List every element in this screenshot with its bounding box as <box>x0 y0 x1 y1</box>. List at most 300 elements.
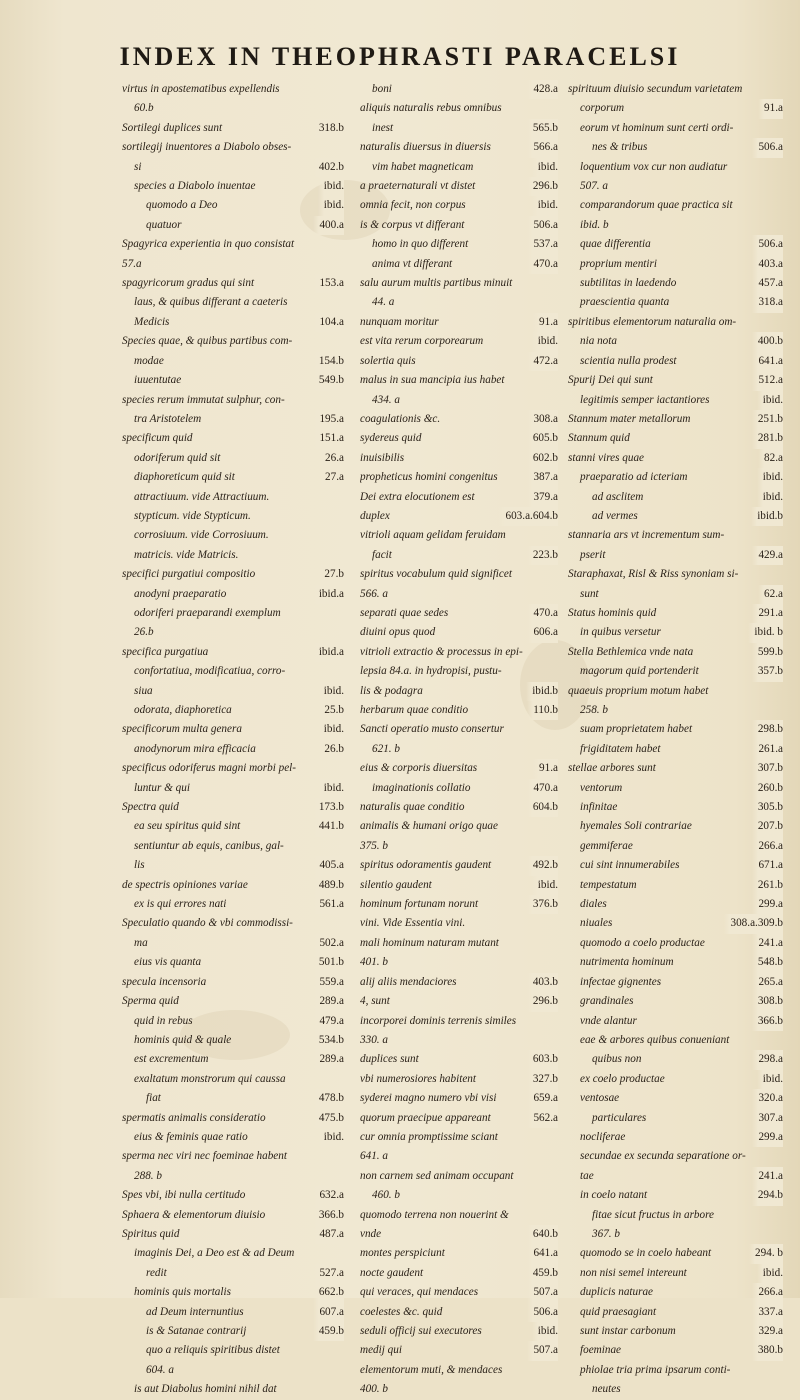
entry-page-ref: 603.a.604.b <box>499 507 558 526</box>
index-entry <box>360 1322 558 1341</box>
entry-text: sentiuntur ab equis, canibus, gal- <box>134 839 284 852</box>
entry-page-ref: 400.b <box>752 332 783 351</box>
entry-text: cur omnia promptissime sciant <box>360 1130 498 1143</box>
entry-text: hominum fortunam norunt <box>360 898 479 911</box>
index-entry <box>360 759 558 778</box>
entry-page-ref: ibid. <box>532 1322 558 1341</box>
entry-text: Speculatio quando & vbi commodissi- <box>122 917 293 930</box>
entry-text: inuisibilis <box>360 451 405 464</box>
entry-text: mali hominum naturam mutant <box>360 936 499 949</box>
index-entry <box>360 274 558 293</box>
entry-page-ref: ibid.a <box>313 585 344 604</box>
entry-page-ref: 603.b <box>527 1050 558 1069</box>
entry-text: ma <box>134 936 148 949</box>
entry-page-ref: 489.b <box>313 876 344 895</box>
index-entry <box>122 643 344 662</box>
entry-text: praescientia quanta <box>580 296 670 309</box>
entry-page-ref: 402.b <box>313 158 344 177</box>
index-entry <box>360 80 558 99</box>
index-entry <box>360 352 558 371</box>
entry-text: nia nota <box>580 335 617 348</box>
entry-text: quo a reliquis spiritibus distet <box>146 1344 280 1357</box>
index-entry <box>360 643 558 662</box>
entry-text: sortilegij inuentores a Diabolo obses- <box>122 141 292 154</box>
index-entry <box>568 565 783 584</box>
index-entry <box>360 410 558 429</box>
index-entry <box>360 779 558 798</box>
index-entry <box>568 1012 783 1031</box>
index-entry <box>360 662 558 681</box>
index-entry <box>360 1264 558 1283</box>
entry-page-ref: 261.a <box>752 740 783 759</box>
entry-text: quomodo se in coelo habeant <box>580 1247 712 1260</box>
entry-page-ref: 91.a <box>758 99 783 118</box>
entry-text: exaltatum monstrorum qui caussa <box>134 1072 286 1085</box>
entry-text: animalis & humani origo quae <box>360 820 498 833</box>
entry-text: 400. b <box>360 1383 388 1396</box>
entry-text: legitimis semper iactantiores <box>580 393 710 406</box>
entry-text: quomodo terrena non nouerint & <box>360 1208 509 1221</box>
entry-page-ref: ibid. <box>318 196 344 215</box>
entry-page-ref: 27.b <box>318 565 344 584</box>
index-entry <box>360 1380 558 1399</box>
index-entry <box>360 1070 558 1089</box>
entry-text: facit <box>372 548 392 561</box>
index-entry <box>360 1050 558 1069</box>
index-entry <box>122 682 344 701</box>
entry-text: 44. a <box>372 296 395 309</box>
entry-text: syderei magno numero vbi visi <box>360 1092 497 1105</box>
entry-text: quibus non <box>592 1053 642 1066</box>
index-entry <box>122 1031 344 1050</box>
entry-page-ref: 298.b <box>752 720 783 739</box>
entry-text: infinitae <box>580 801 618 814</box>
entry-page-ref: 604.b <box>527 798 558 817</box>
entry-page-ref: ibid. <box>757 1070 783 1089</box>
entry-page-ref: 307.b <box>752 759 783 778</box>
entry-text: ea seu spiritus quid sint <box>134 820 241 833</box>
entry-text: Spes vbi, ibi nulla certitudo <box>122 1189 246 1202</box>
entry-text: grandinales <box>580 995 634 1008</box>
entry-page-ref: 506.a <box>527 216 558 235</box>
index-entry <box>122 779 344 798</box>
entry-text: siua <box>134 684 153 697</box>
index-entry <box>360 1225 558 1244</box>
index-entry <box>568 953 783 972</box>
index-entry <box>360 216 558 235</box>
entry-text: specifica purgatiua <box>122 645 209 658</box>
entry-text: specifici purgatiui compositio <box>122 568 256 581</box>
entry-page-ref: 261.b <box>752 876 783 895</box>
entry-text: stanni vires quae <box>568 451 645 464</box>
entry-text: niuales <box>580 917 613 930</box>
entry-text: ventorum <box>580 781 623 794</box>
entry-text: loquentium vox cur non audiatur <box>580 160 728 173</box>
entry-page-ref: 501.b <box>313 953 344 972</box>
entry-text: naturalis quae conditio <box>360 801 465 814</box>
index-entry <box>122 80 344 99</box>
entry-text: naturalis diuersus in diuersis <box>360 141 491 154</box>
entry-text: ad Deum internuntius <box>146 1305 244 1318</box>
entry-text: modae <box>134 354 164 367</box>
index-entry <box>568 158 783 177</box>
entry-text: incorporei dominis terrenis similes <box>360 1014 517 1027</box>
index-entry <box>360 138 558 157</box>
entry-page-ref: 320.a <box>752 1089 783 1108</box>
index-entry <box>568 410 783 429</box>
index-entry <box>122 1147 344 1166</box>
entry-page-ref: 640.b <box>527 1225 558 1244</box>
entry-page-ref: 151.a <box>313 429 344 448</box>
entry-text: quid in rebus <box>134 1014 193 1027</box>
entry-text: Medicis <box>134 315 170 328</box>
entry-text: Dei extra elocutionem est <box>360 490 475 503</box>
entry-text: praeparatio ad icteriam <box>580 471 688 484</box>
entry-text: infectae gignentes <box>580 975 662 988</box>
entry-text: imaginationis collatio <box>372 781 471 794</box>
index-entry <box>568 1303 783 1322</box>
entry-text: ventosae <box>580 1092 620 1105</box>
entry-text: duplex <box>360 509 390 522</box>
entry-page-ref: 457.a <box>752 274 783 293</box>
entry-text: stellae arbores sunt <box>568 762 656 775</box>
index-entry <box>568 604 783 623</box>
entry-page-ref: 428.a <box>527 80 558 99</box>
entry-text: 401. b <box>360 956 388 969</box>
index-entry <box>568 914 783 933</box>
entry-page-ref: 549.b <box>313 371 344 390</box>
index-entry <box>122 410 344 429</box>
entry-text: 507. a <box>580 180 608 193</box>
index-entry <box>568 235 783 254</box>
entry-text: sunt instar carbonum <box>580 1325 676 1337</box>
entry-text: spiritus vocabulum quid significet <box>360 568 512 581</box>
index-entry <box>360 856 558 875</box>
entry-page-ref: 195.a <box>313 410 344 429</box>
index-entry <box>568 992 783 1011</box>
entry-text: hominis quis mortalis <box>134 1286 231 1299</box>
entry-page-ref: 298.a <box>752 1050 783 1069</box>
entry-text: corrosiuum. vide Corrosiuum. <box>134 529 269 542</box>
index-entry <box>568 293 783 312</box>
entry-text: nes & tribus <box>592 141 648 154</box>
entry-page-ref: 291.a <box>752 604 783 623</box>
entry-text: anima vt differant <box>372 257 453 270</box>
entry-text: species rerum immutat sulphur, con- <box>122 393 285 406</box>
entry-page-ref: 605.b <box>527 429 558 448</box>
index-entry <box>122 1341 344 1360</box>
index-entry <box>360 1206 558 1225</box>
entry-page-ref: 475.b <box>313 1109 344 1128</box>
entry-text: inest <box>372 121 394 134</box>
entry-text: 434. a <box>372 393 400 406</box>
entry-text: lis <box>134 859 145 872</box>
entry-page-ref: 662.b <box>313 1283 344 1302</box>
entry-text: aliquis naturalis rebus omnibus <box>360 102 502 115</box>
index-entry <box>122 740 344 759</box>
entry-text: 604. a <box>146 1363 174 1376</box>
entry-text: eius & corporis diuersitas <box>360 762 478 775</box>
entry-page-ref: 327.b <box>527 1070 558 1089</box>
entry-text: anodynorum mira efficacia <box>134 742 256 755</box>
entry-page-ref: 299.a <box>752 895 783 914</box>
index-entry <box>122 895 344 914</box>
entry-text: vini. Vide Essentia vini. <box>360 917 466 930</box>
entry-text: comparandorum quae practica sit <box>580 199 733 212</box>
entry-text: 26.b <box>134 626 154 639</box>
entry-page-ref: 104.a <box>313 313 344 332</box>
entry-text: fitae sicut fructus in arbore <box>592 1208 715 1221</box>
entry-text: silentio gaudent <box>360 878 432 891</box>
entry-page-ref: 606.a <box>527 623 558 642</box>
entry-text: separati quae sedes <box>360 606 449 619</box>
entry-text: Species quae, & quibus partibus com- <box>122 335 293 348</box>
index-entry <box>122 216 344 235</box>
entry-text: non carnem sed animam occupant <box>360 1169 514 1182</box>
entry-text: nocte gaudent <box>360 1266 424 1279</box>
index-entry <box>360 1303 558 1322</box>
index-entry <box>360 740 558 759</box>
entry-text: fiat <box>146 1092 161 1105</box>
entry-text: spermatis animalis consideratio <box>122 1111 266 1124</box>
index-entry <box>568 1031 783 1050</box>
entry-page-ref: 329.a <box>752 1322 783 1341</box>
index-entry <box>568 1225 783 1244</box>
entry-text: 566. a <box>360 587 388 600</box>
index-entry <box>360 293 558 312</box>
entry-page-ref: 492.b <box>527 856 558 875</box>
index-entry <box>360 332 558 351</box>
index-entry <box>122 449 344 468</box>
entry-text: est vita rerum corporearum <box>360 335 484 348</box>
index-entry <box>360 1167 558 1186</box>
entry-text: scientia nulla prodest <box>580 354 677 367</box>
index-entry <box>122 1303 344 1322</box>
entry-text: spiritus odoramentis gaudent <box>360 859 492 872</box>
index-entry <box>122 876 344 895</box>
entry-text: particulares <box>592 1111 647 1124</box>
entry-page-ref: 641.a <box>527 1244 558 1263</box>
entry-text: eae & arbores quibus conueniant <box>580 1033 730 1046</box>
index-entry <box>568 119 783 138</box>
index-entry <box>568 623 783 642</box>
entry-text: propheticus homini congenitus <box>360 471 498 484</box>
entry-text: cui sint innumerabiles <box>580 859 680 872</box>
entry-page-ref: 91.a <box>533 313 558 332</box>
entry-text: tra Aristotelem <box>134 412 202 425</box>
index-entry <box>568 973 783 992</box>
entry-page-ref: 459.b <box>313 1322 344 1341</box>
entry-text: specificorum multa genera <box>122 723 242 736</box>
entry-page-ref: 62.a <box>758 585 783 604</box>
entry-text: magorum quid portenderit <box>580 665 699 678</box>
entry-text: vim habet magneticam <box>372 160 474 173</box>
entry-page-ref: 266.a <box>752 1283 783 1302</box>
entry-page-ref: ibid. <box>532 332 558 351</box>
entry-text: ad vermes <box>592 509 638 522</box>
entry-page-ref: 294. b <box>749 1244 783 1263</box>
index-entry <box>122 507 344 526</box>
entry-text: malus in sua mancipia ius habet <box>360 374 505 387</box>
entry-text: salu aurum multis partibus minuit <box>360 277 513 290</box>
entry-page-ref: 154.b <box>313 352 344 371</box>
index-entry <box>360 1128 558 1147</box>
index-entry <box>122 293 344 312</box>
entry-text: phiolae tria prima ipsarum conti- <box>580 1363 731 1376</box>
entry-text: 375. b <box>360 839 388 852</box>
index-entry <box>360 468 558 487</box>
entry-page-ref: 110.b <box>527 701 558 720</box>
entry-text: ibid. b <box>580 218 609 231</box>
entry-text: 367. b <box>592 1227 620 1240</box>
index-entry <box>122 1283 344 1302</box>
entry-text: vitrioli aquam gelidam feruidam <box>360 529 506 542</box>
index-entry <box>568 682 783 701</box>
entry-text: duplices sunt <box>360 1053 419 1066</box>
entry-text: Spurij Dei qui sunt <box>568 374 653 387</box>
index-entry <box>360 623 558 642</box>
entry-text: solertia quis <box>360 354 416 367</box>
entry-text: non nisi semel intereunt <box>580 1266 687 1279</box>
entry-text: virtus in apostematibus expellendis <box>122 83 280 95</box>
entry-text: 60.b <box>134 102 154 115</box>
index-entry <box>122 99 344 118</box>
index-entry <box>122 662 344 681</box>
index-entry <box>360 99 558 118</box>
index-entry <box>122 332 344 351</box>
entry-page-ref: 299.a <box>752 1128 783 1147</box>
entry-text: is aut Diabolus homini nihil dat <box>134 1383 277 1396</box>
entry-page-ref: 527.a <box>313 1264 344 1283</box>
entry-text: eius vis quanta <box>134 956 202 969</box>
index-entry <box>568 1206 783 1225</box>
index-entry <box>568 429 783 448</box>
index-entry <box>122 526 344 545</box>
entry-page-ref: 507.a <box>527 1341 558 1360</box>
entry-text: subtilitas in laedendo <box>580 277 677 290</box>
index-column-1 <box>122 80 344 1400</box>
entry-text: hyemales Soli contrariae <box>580 820 692 833</box>
entry-text: suam proprietatem habet <box>580 723 693 736</box>
entry-text: 641. a <box>360 1150 388 1163</box>
index-column-2 <box>360 80 558 1400</box>
index-entry <box>360 158 558 177</box>
index-entry <box>568 1186 783 1205</box>
entry-text: vitrioli extractio & processus in epi- <box>360 645 523 658</box>
entry-text: quatuor <box>146 218 182 231</box>
index-entry <box>568 662 783 681</box>
entry-text: specificum quid <box>122 432 193 445</box>
index-entry <box>568 1264 783 1283</box>
index-entry <box>360 992 558 1011</box>
index-entry <box>568 332 783 351</box>
index-entry <box>360 235 558 254</box>
index-entry <box>568 720 783 739</box>
entry-text: 460. b <box>372 1189 400 1202</box>
index-entry <box>568 1109 783 1128</box>
entry-text: foeminae <box>580 1344 622 1357</box>
entry-text: vbi numerosiores habitent <box>360 1072 477 1085</box>
index-entry <box>122 255 344 274</box>
index-entry <box>122 992 344 1011</box>
index-entry <box>122 177 344 196</box>
index-entry <box>360 914 558 933</box>
entry-page-ref: 289.a <box>313 992 344 1011</box>
index-entry <box>122 429 344 448</box>
entry-text: odorata, diaphoretica <box>134 704 232 716</box>
entry-page-ref: 537.a <box>527 235 558 254</box>
entry-page-ref: 534.b <box>313 1031 344 1050</box>
entry-text: ex coelo productae <box>580 1072 665 1085</box>
entry-page-ref: 82.a <box>758 449 783 468</box>
index-entry <box>568 352 783 371</box>
index-entry <box>568 177 783 196</box>
index-entry <box>568 274 783 293</box>
entry-page-ref: 561.a <box>313 895 344 914</box>
entry-text: imaginis Dei, a Deo est & ad Deum <box>134 1247 295 1260</box>
index-entry <box>122 313 344 332</box>
index-entry <box>122 1050 344 1069</box>
entry-page-ref: 357.b <box>752 662 783 681</box>
entry-page-ref: ibid. <box>532 158 558 177</box>
entry-text: quid praesagiant <box>580 1305 657 1318</box>
entry-text: tempestatum <box>580 878 637 891</box>
entry-page-ref: ibid. <box>318 779 344 798</box>
index-entry <box>568 526 783 545</box>
entry-page-ref: ibid. <box>318 1128 344 1147</box>
entry-text: anodyni praeparatio <box>134 587 227 600</box>
entry-text: confortatiua, modificatiua, corro- <box>134 665 286 678</box>
entry-text: alij aliis mendaciores <box>360 975 457 988</box>
index-entry <box>360 1089 558 1108</box>
entry-text: laus, & quibus differant a caeteris <box>134 296 288 309</box>
index-entry <box>360 1341 558 1360</box>
entry-page-ref: 478.b <box>313 1089 344 1108</box>
entry-page-ref: ibid. <box>318 682 344 701</box>
index-entry <box>360 546 558 565</box>
entry-page-ref: ibid. <box>318 177 344 196</box>
index-entry <box>122 1225 344 1244</box>
entry-text: nutrimenta hominum <box>580 956 674 969</box>
index-entry <box>360 565 558 584</box>
index-entry <box>568 507 783 526</box>
entry-text: Spectra quid <box>122 801 179 814</box>
index-entry <box>360 1147 558 1166</box>
entry-page-ref: 512.a <box>752 371 783 390</box>
entry-page-ref: ibid. <box>757 488 783 507</box>
entry-text: is & Satanae contrarij <box>146 1325 247 1337</box>
entry-page-ref: 281.b <box>752 429 783 448</box>
index-entry <box>568 1050 783 1069</box>
entry-text: corporum <box>580 102 625 115</box>
entry-text: lis & podagra <box>360 684 423 697</box>
entry-page-ref: 405.a <box>313 856 344 875</box>
entry-page-ref: 502.a <box>313 934 344 953</box>
entry-page-ref: ibid. <box>757 468 783 487</box>
entry-text: gemmiferae <box>580 839 633 852</box>
entry-page-ref: 366.b <box>313 1206 344 1225</box>
entry-page-ref: 296.b <box>527 177 558 196</box>
index-entry <box>360 255 558 274</box>
entry-text: Sortilegi duplices sunt <box>122 121 223 134</box>
entry-text: si <box>134 160 142 173</box>
entry-text: lepsia 84.a. in hydropisi, pustu- <box>360 665 502 678</box>
entry-text: nocliferae <box>580 1130 626 1143</box>
index-entry <box>122 798 344 817</box>
index-entry <box>568 1283 783 1302</box>
entry-page-ref: 308.a <box>527 410 558 429</box>
index-entry <box>360 526 558 545</box>
